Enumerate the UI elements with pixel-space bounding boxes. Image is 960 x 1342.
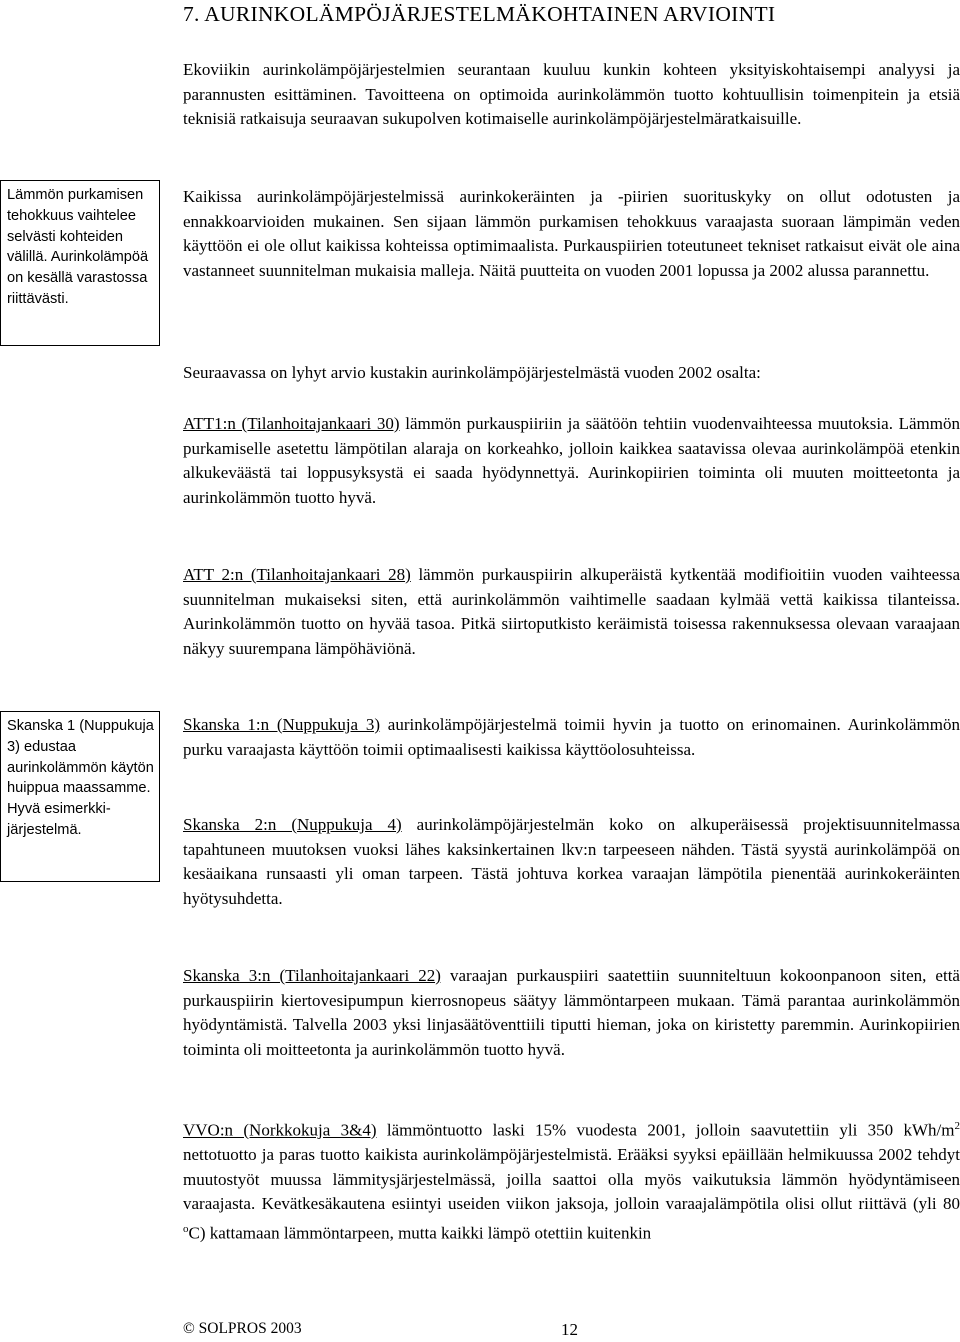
site-text: lämmön purkauspiirin alkuperäistä kytkentää modifioitiin vuoden vaihteessa suunnitelman mukaiseksi siten, että aurinkolämmön vaihtimelle saadaan kylmää vettä kaikissa tilanteissa. Aurinkolämmön tuotto on hyvää tasoa. Pitkä siirtoputkisto keräimistä toisessa rakennuksessa olevaan varaajaan näkyy suurempana lämpöhäviönä. bbox=[183, 565, 960, 658]
site-paragraph-vvo bbox=[183, 1114, 960, 1246]
site-label: ATT1:n (Tilanhoitajankaari 30) bbox=[183, 414, 400, 433]
site-text: lämmön purkauspiiriin ja säätöön tehtiin vuodenvaihteessa muutoksia. Lämmön purkamiselle asetettu lämpötilan alaraja on korkeahko, jolloin kaikkea saatavissa olevaa aurinkolämpöä etenkin alkukeväästä tai loppusyksystä ei saada hyödynnettyä. Aurinkopiirien toiminta oli muuten moitteetonta ja aurinkolämmön tuotto hyvä. bbox=[183, 414, 960, 507]
summary-intro-text: Seuraavassa on lyhyt arvio kustakin aurinkolämpöjärjestelmästä vuoden 2002 osalta: bbox=[183, 363, 761, 382]
site-text: nettotuotto ja paras tuotto kaikista aurinkolämpöjärjestelmistä. Erääksi syyksi epäillään helmikuussa 2002 tehdyt muutostyöt muussa lämmitysjärjestelmässä, joilla saattoi olla myös vaikutuksia lämmön hyödyntämiseen varaajasta. Kevätkesäkautena esiintyi useiden viikon jaksoja, jolloin varaajalämpötila olisi ollut riittävä (yli 80 bbox=[183, 1145, 960, 1214]
site-text: aurinkolämpöjärjestelmän koko on alkuperäisessä projektisuunnitelmassa tapahtuneen muutoksen vuoksi lähes kaksinkertainen lkv:n tarpeeseen nähden. Tästä syystä aurinkolämpöä on kesäaikana runsaasti yli oman tarpeen. Tästä johtuva korkea varaajan lämpötila pienentää aurinkokeräinten hyötysuhdetta. bbox=[183, 815, 960, 908]
margin-note-skanska1 bbox=[0, 711, 160, 882]
site-label: Skanska 1:n (Nuppukuja 3) bbox=[183, 715, 381, 734]
site-text: aurinkolämpöjärjestelmä toimii hyvin ja tuotto on erinomainen. Aurinkolämmön purku varaajasta käyttöön toimii optimaalisesti kaikissa käyttöolosuhteissa. bbox=[183, 715, 960, 759]
margin-note-text: Lämmön purkamisen tehokkuus vaihtelee selvästi kohteiden välillä. Aurinkolämpöä on kesällä varastossa riittävästi. bbox=[7, 187, 149, 307]
site-text: lämmöntuotto laski 15% vuodesta 2001, jolloin saavutettiin yli 350 kWh/m bbox=[376, 1120, 955, 1140]
margin-note-text: Skanska 1 (Nuppukuja 3) edustaa aurinkolämmön käytön huippua maassamme. Hyvä esimerkki-järjestelmä. bbox=[7, 718, 154, 838]
site-paragraph-skanska3 bbox=[183, 964, 960, 1062]
page-number: 12 bbox=[561, 1320, 578, 1339]
site-text: C) kattamaan lämmöntarpeen, mutta kaikki lämpö otettiin kuitenkin bbox=[188, 1223, 652, 1243]
site-text: varaajan purkauspiiri saatettiin suunniteltuun kokoonpanoon siten, että purkauspiirin kiertovesipumpun kierrosnopeus säätyy lämmöntarpeen mukaan. Tämä parantaa aurinkolämmön hyödyntämistä. Talvella 2003 yksi linjasäätöventtiili tiputti hieman, joka on kiristetty paremmin. Aurinkopiirien toiminta oli moitteetonta ja aurinkolämmön tuotto hyvä. bbox=[183, 966, 960, 1059]
intro-paragraph bbox=[183, 58, 960, 132]
site-paragraph-att1 bbox=[183, 412, 960, 510]
site-label: VVO:n (Norkkokuja 3&4) bbox=[183, 1120, 377, 1140]
superscript-degree: o bbox=[183, 1223, 189, 1236]
site-paragraph-att2 bbox=[183, 563, 960, 661]
site-label: ATT 2:n (Tilanhoitajankaari 28) bbox=[183, 565, 411, 584]
summary-intro-paragraph bbox=[183, 361, 960, 386]
site-label: Skanska 2:n (Nuppukuja 4) bbox=[183, 815, 402, 834]
superscript-squared: 2 bbox=[954, 1120, 960, 1132]
site-label: Skanska 3:n (Tilanhoitajankaari 22) bbox=[183, 966, 441, 985]
page-title: 7. AURINKOLÄMPÖJÄRJESTELMÄKOHTAINEN ARVIOINTI bbox=[183, 2, 776, 26]
performance-text: Kaikissa aurinkolämpöjärjestelmissä aurinkokeräinten ja -piirien suorituskyky on ollut odotusten ja ennakkoarvioiden mukainen. Sen sijaan lämmön purkamisen tehokkuus varaajasta suoraan lämpimän veden käyttöön ei ole ollut kaikissa kohteissa optimimaalista. Purkauspiirien toteutuneet tekniset ratkaisut eivät ole aina vastanneet suunnitelman mukaisia malleja. Näitä puutteita on vuoden 2001 lopussa ja 2002 alussa parannettu. bbox=[183, 187, 960, 280]
margin-note-heat-discharge bbox=[0, 180, 160, 346]
intro-text: Ekoviikin aurinkolämpöjärjestelmien seurantaan kuuluu kunkin kohteen yksityiskohtaisempi analyysi ja parannusten esittäminen. Tavoitteena on optimoida aurinkolämmön tuotto kohtuullisin toimenpitein ja etsiä teknisiä ratkaisuja seuraavan sukupolven kotimaiselle aurinkolämpöjärjestelmäratkaisuille. bbox=[183, 60, 960, 129]
site-paragraph-skanska2 bbox=[183, 813, 960, 911]
performance-paragraph bbox=[183, 185, 960, 283]
footer-copyright: © SOLPROS 2003 bbox=[183, 1320, 302, 1337]
site-paragraph-skanska1 bbox=[183, 713, 960, 762]
